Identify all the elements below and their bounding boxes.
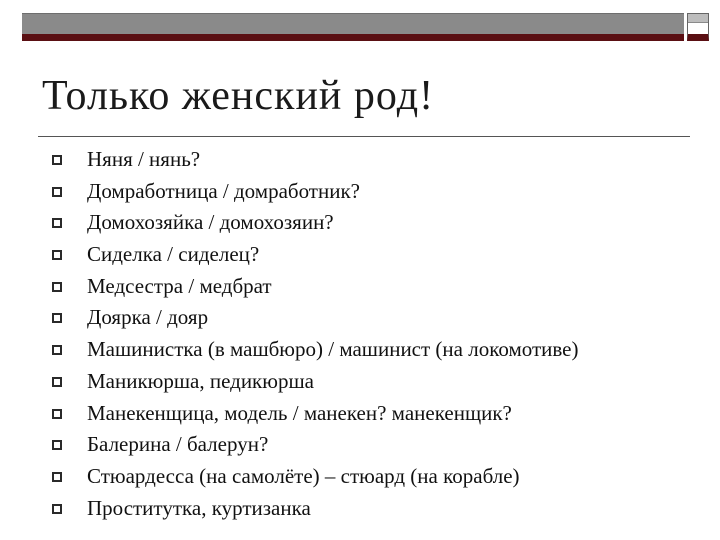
list-item-text: Стюардесса (на самолёте) – стюард (на корабле) — [87, 463, 520, 488]
hollow-square-bullet-icon — [52, 472, 62, 482]
list-item-text: Домохозяйка / домохозяин? — [87, 210, 334, 235]
header-decoration-band — [22, 13, 684, 41]
list-item-text: Няня / нянь? — [87, 147, 201, 171]
hollow-square-bullet-icon — [52, 282, 62, 292]
list-item-text: Балерина / балерун? — [87, 432, 269, 457]
corner-decoration-box — [687, 13, 709, 41]
hollow-square-bullet-icon — [52, 377, 62, 387]
list-item-text: Сиделка / сиделец? — [87, 242, 260, 267]
corner-decoration-inner — [688, 14, 708, 23]
list-item-text: Медсестра / медбрат — [87, 273, 272, 298]
list-item-text: Доярка / дояр — [87, 305, 209, 330]
hollow-square-bullet-icon — [52, 218, 62, 228]
hollow-square-bullet-icon — [52, 504, 62, 514]
slide-title: Только женский род! — [42, 73, 435, 119]
list-item-text: Манекенщица, модель / манекен? манекенщик? — [87, 400, 512, 425]
hollow-square-bullet-icon — [52, 345, 62, 355]
hollow-square-bullet-icon — [52, 155, 62, 165]
hollow-square-bullet-icon — [52, 440, 62, 450]
list-item-text: Маникюрша, педикюрша — [87, 368, 314, 393]
list-item-text: Проститутка, куртизанка — [87, 495, 311, 520]
list-item-text: Машинистка (в машбюро) / машинист (на локомотиве) — [87, 337, 579, 362]
hollow-square-bullet-icon — [52, 313, 62, 323]
hollow-square-bullet-icon — [52, 250, 62, 260]
hollow-square-bullet-icon — [52, 409, 62, 419]
title-divider — [38, 136, 690, 137]
hollow-square-bullet-icon — [52, 187, 62, 197]
list-item-text: Домработница / домработник? — [87, 178, 360, 203]
